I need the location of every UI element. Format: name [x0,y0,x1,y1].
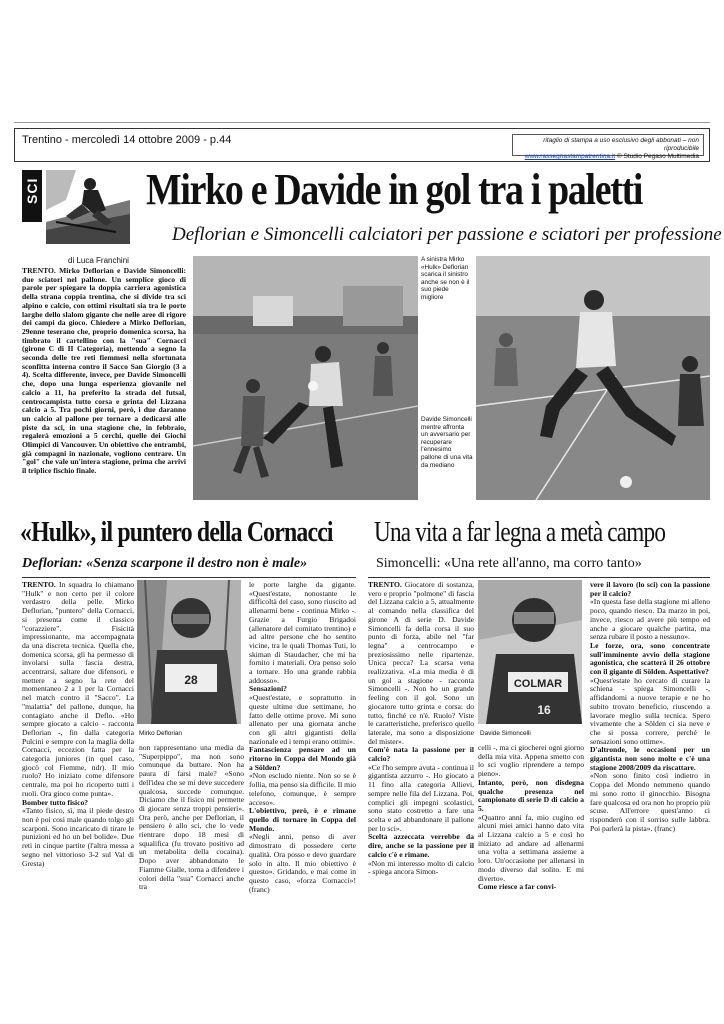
right-q2: Scelta azzeccata verrebbe da dire, anche se la passione per il calcio c'è e rimane. [368,832,474,859]
lead-body: Mirko Deflorian e Davide Simoncelli: due sciatori nel pallone. Un semplice gioco di parole per spiegare la doppia carriera agonistica della strana coppia trentina, che si divide tra sci alpino e calcio, con ottimi risultati sia tra le porte larghe dello slalom gigante che nelle aree di rigore dei campi da gioco. Chiedere a Mirko Deflorian, 29enne teserano che, proprio domenica scorsa, ha timbrato il cartellino con la "sua" Cornacci (girone C di II Categoria), mettendo a segno la seconda delle tre reti fiemmesi nella sfortunata sconfitta interna contro il Sacco San Giorgio (3 a 4). Scelta differente, invece, per Davide Simoncelli che, dopo una lunga esperienza giovanile nel calcio a 11, ha preferito la strada del futsal, centrocampista tutto corsa e grinta del Lizzana calcio a 5. Tra pochi giorni, però, i due daranno un calcio al pallone per tornare a dedicarsi alle piste da sci, in una stagione che, in febbraio, regalerà emozioni a 5 cerchi, quelle dei Giochi Olimpici di Vancouver. Un obiettivo che entrambi, già compagni in nazionale, vogliono centrare. Un "gol" che vale un'intera stagione, prima che arrivi il triplice fischio finale. [22,267,186,476]
right-q3: Intanto, però, non disdegna qualche presenza nel campionato di serie D di calcio a 5. [478,777,584,813]
byline: di Luca Franchini [68,256,129,265]
caption-mirko: A sinistra Mirko «Hulk» Deflorian scarica il sinistro anche se non è il suo piede migliore [421,256,470,301]
right-dateline: TRENTO. [368,581,402,589]
right-q6: D'altronde, le occasioni per un gigantista non sono molte e c'è una stagione 2008/2009 da riscattare. [590,745,710,772]
left-col1 [22,581,134,999]
right-col1-text: Giocatore di sostanza, vero e proprio "polmone" di fascia del Lizzana calcio a 5, attualmente al comando nella classifica del girone A di serie D. Davide Simoncelli fa della corsa il suo punto di forza, abile nel "far legna" a centrocampo e preziosissimo nelle ripartenze. Unica pecca? La scarsa vena realizzativa. «La mia media è di un gol a stagione - racconta Simoncelli -. Non ho un grande feeling con il gol. Sono un giocatore tutto grinta e corsa: do tutto, finché ce n'è. Ruolo? Viste le caratteristiche, preferisco quello laterale, ma sono a disposizione del mister». [368,581,474,746]
right-col1b-text: «Ce l'ho sempre avuta - continua il gigantista azzurro -. Ho giocato a 11 fino alla categoria Allievi, sempre nelle fila del Lizzana. Poi, complici gli impegni scolastici, sono stato costretto a fare una scelta e ad abbandonare il pallone per lo sci». [368,762,474,833]
photo-mirko-soccer [193,256,418,500]
left-dateline: TRENTO. [22,581,56,589]
left-headline: «Hulk», il puntero della Cornacci [20,516,333,548]
copyright-notice [512,134,704,160]
section-label: SCI [24,177,40,204]
header-rule [14,122,710,123]
notice-copyright: © Studio Pegaso Multimedia [615,153,699,160]
left-col3a-text: le porte larghe da gigante. «Quest'estate, nonostante le difficoltà del caso, sono riuscito ad allenarmi bene - continua Mirko -. Grazie a Furgio Brigadoi (allenatore del comitato trentino) e ad altre persone che ho sentito vicine, tra le quali Thomas Tuti, lo skiman di Staudacher, che mi ha fornito i materiali. Ora penso solo a tornare. Ho una grande rabbia addosso». [249,581,356,685]
left-subhead: Deflorian: «Senza scarpone il destro non è male» [22,556,308,571]
left-photo-caption: Mirko Deflorian [139,730,182,737]
right-col1c-text: «Non mi interesso molto di calcio - spiega ancora Simon- [368,858,474,877]
section-tab [22,170,42,222]
svg-text:28: 28 [184,673,198,687]
right-q5: Le forze, ora, sono concentrate sull'imminente avvio della stagione agonistica, che scatterà il 26 ottobre con il gigante di Sölden. Aspettative? [590,640,710,677]
left-q2: Sensazioni? [249,684,287,694]
left-q4: L'obiettivo, però, è e rimane quello di tornare in Coppa del Mondo. [249,806,356,833]
right-col2 [478,744,584,999]
right-col2-text: celli -, ma ci giocherei ogni giorno della mia vita. Appena smetto con lo sci voglio riprendere a tempo pieno». [478,744,584,779]
photo-mirko-portrait [137,580,241,724]
left-col1b-text: «Tanto fisico, sì, ma il piede destro non è poi così male quando tolgo gli scarponi. Sono incaricato di tirare le punizioni ed ho un bel bolide». Due reti in cinque partite (l'altra messa a segno nel vittorioso 3-2 sul Val di Gresta) [22,806,134,868]
notice-text: ritaglio di stampa a uso esclusivo degli abbonati – non riproducibile [543,137,699,152]
left-col1-text: In squadra lo chiamano "Hulk" e non certo per il colore verdastro della pelle. Mirko Deflorian, "puntero" della Cornacci, si presenta come il classico "corazziere". Fisicità impressionante, ma accompagnata da una discreta tecnica. Quella che, domenica scorsa, gli ha permesso di involarsi sulla fascia destra, accentrarsi, saltare due difensori, e mettere a segno la rete del momentaneo 2 a 1 per la Cornacci nel match contro il "Sacco". La "malattia" del pallone, dunque, ha contagiato anche il Deflo. «Ho sempre giocato a calcio - racconta Deflorian -, fin dalla categoria Pulcini e sempre con la maglia della Cornacci, eccezion fatta per la categoria juniores (in quel caso, giocò col Fiemme, ndr). Il mio ruolo? Ho iniziato come difensore centrale, ma poi ho ricoperto tutti i ruoli. Ora gioco come punta». [22,581,134,798]
right-col2b-text: «Quattro anni fa, mio cugino ed alcuni miei amici hanno dato vita al Lizzana calcio a 5 e così ho iniziato ad andare ad allenarmi una volta a settimana assieme a loro. Un'occasione per allenarsi in modo diverso dal solito. E mi diverto». [478,812,584,883]
right-headline: Una vita a far legna a metà campo [374,516,666,548]
left-rule [22,577,356,578]
right-q4: Come riesce a far convi- [478,882,557,892]
lead-text [22,267,186,499]
left-q1: Bomber tutto fisico? [22,797,89,807]
main-headline: Mirko e Davide in gol tra i paletti [146,165,643,214]
left-q3: Fantascienza pensare ad un ritorno in Coppa del Mondo già a Sölden? [249,745,356,772]
right-col3b-text: «Quest'estate ho cercato di curare la schiena - spiega Simoncelli -, affidandomi a nuove terapie e ne ho subito trovato beneficio, riuscendo a lavorare meglio sulla tecnica. Spero vivamente che a Sölden ci sia neve e che si possa correre, perché le sensazioni sono ottime». [590,675,710,746]
notice-link[interactable]: www.rassegnastampatrentina.it [524,153,616,160]
left-col2: non rappresentano una media da "Superpippo", ma non sono comunque da buttare. Non ha paura di farsi male? «Sono dell'idea che se mi deve succedere qualcosa, succede comunque. Diciamo che il fisico mi permette di giocare senza troppi pensieri». Ora però, anche per Deflorian, il pensiero è allo sci, che lo vede rientrare dopo 18 mesi di squalifica (fu trovato positivo ad un metabolita della cocaina). Dopo aver abbandonato le Fiamme Gialle, torna a difendere i colori della "sua" Cornacci anche tra [139,744,244,892]
left-col3 [249,581,356,999]
caption-davide: Davide Simoncelli mentre affronta un avversario per recuperare l'ennesimo pallone di una vita da mediano [421,416,473,469]
left-col3b-text: «Quest'estate, e soprattutto in queste ultime due settimane, ho fatto delle ottime prove. Mi sono allenato per una giornata anche con gli altri gigantisti della nazionale ed i tempi erano ottimi». [249,693,356,746]
right-col3q: vere il lavoro (lo sci) con la passione per il calcio? [590,581,710,598]
right-q1: Com'è nata la passione per il calcio? [368,745,474,764]
right-col3c-text: «Non sono finito così indietro in Coppa del Mondo nemmeno quando mi sono rotto il ginocchio. Bisogna fare qualcosa ed ora non ho proprio più scuse. All'errore quest'anno ci risponderò con il sorriso sulle labbra. Poi parlerà la pista». (franc) [590,771,710,833]
right-subhead: Simoncelli: «Una rete all'anno, ma corro tanto» [376,556,642,571]
right-col3 [590,581,710,999]
photo-davide-futsal [476,256,710,500]
svg-text:16: 16 [537,703,551,717]
right-col3a-text: «In questa fase della stagione mi alleno poco, quando riesco. Da marzo in poi, invece, riesco ad avere più tempo ed anche a giocare qualche partita, ma senza rubare il posto a nessuno». [590,597,710,642]
lead-dateline: TRENTO. [22,267,56,275]
svg-text:COLMAR: COLMAR [513,678,563,690]
left-col3d-text: «Negli anni, penso di aver dimostrato di possedere certe qualità. Ora posso e devo guardare solo in alto. Il mio obiettivo è questo». Gridando, e mai come in questo caso, «forza Cornacci»! (franc) [249,832,356,894]
publication-date: Trentino - mercoledì 14 ottobre 2009 - p.44 [22,134,232,146]
main-subtitle: Deflorian e Simoncelli calciatori per passione e sciatori per professione [172,224,722,245]
right-col1 [368,581,474,999]
left-col3c-text: «Non escludo niente. Non so se è follia, ma penso sia difficile. Il mio telefono, comunque, è sempre acceso». [249,771,356,807]
photo-davide-portrait [478,580,582,724]
right-photo-caption: Davide Simoncelli [480,730,531,737]
skier-logo-image [46,170,130,244]
right-rule [368,577,710,578]
